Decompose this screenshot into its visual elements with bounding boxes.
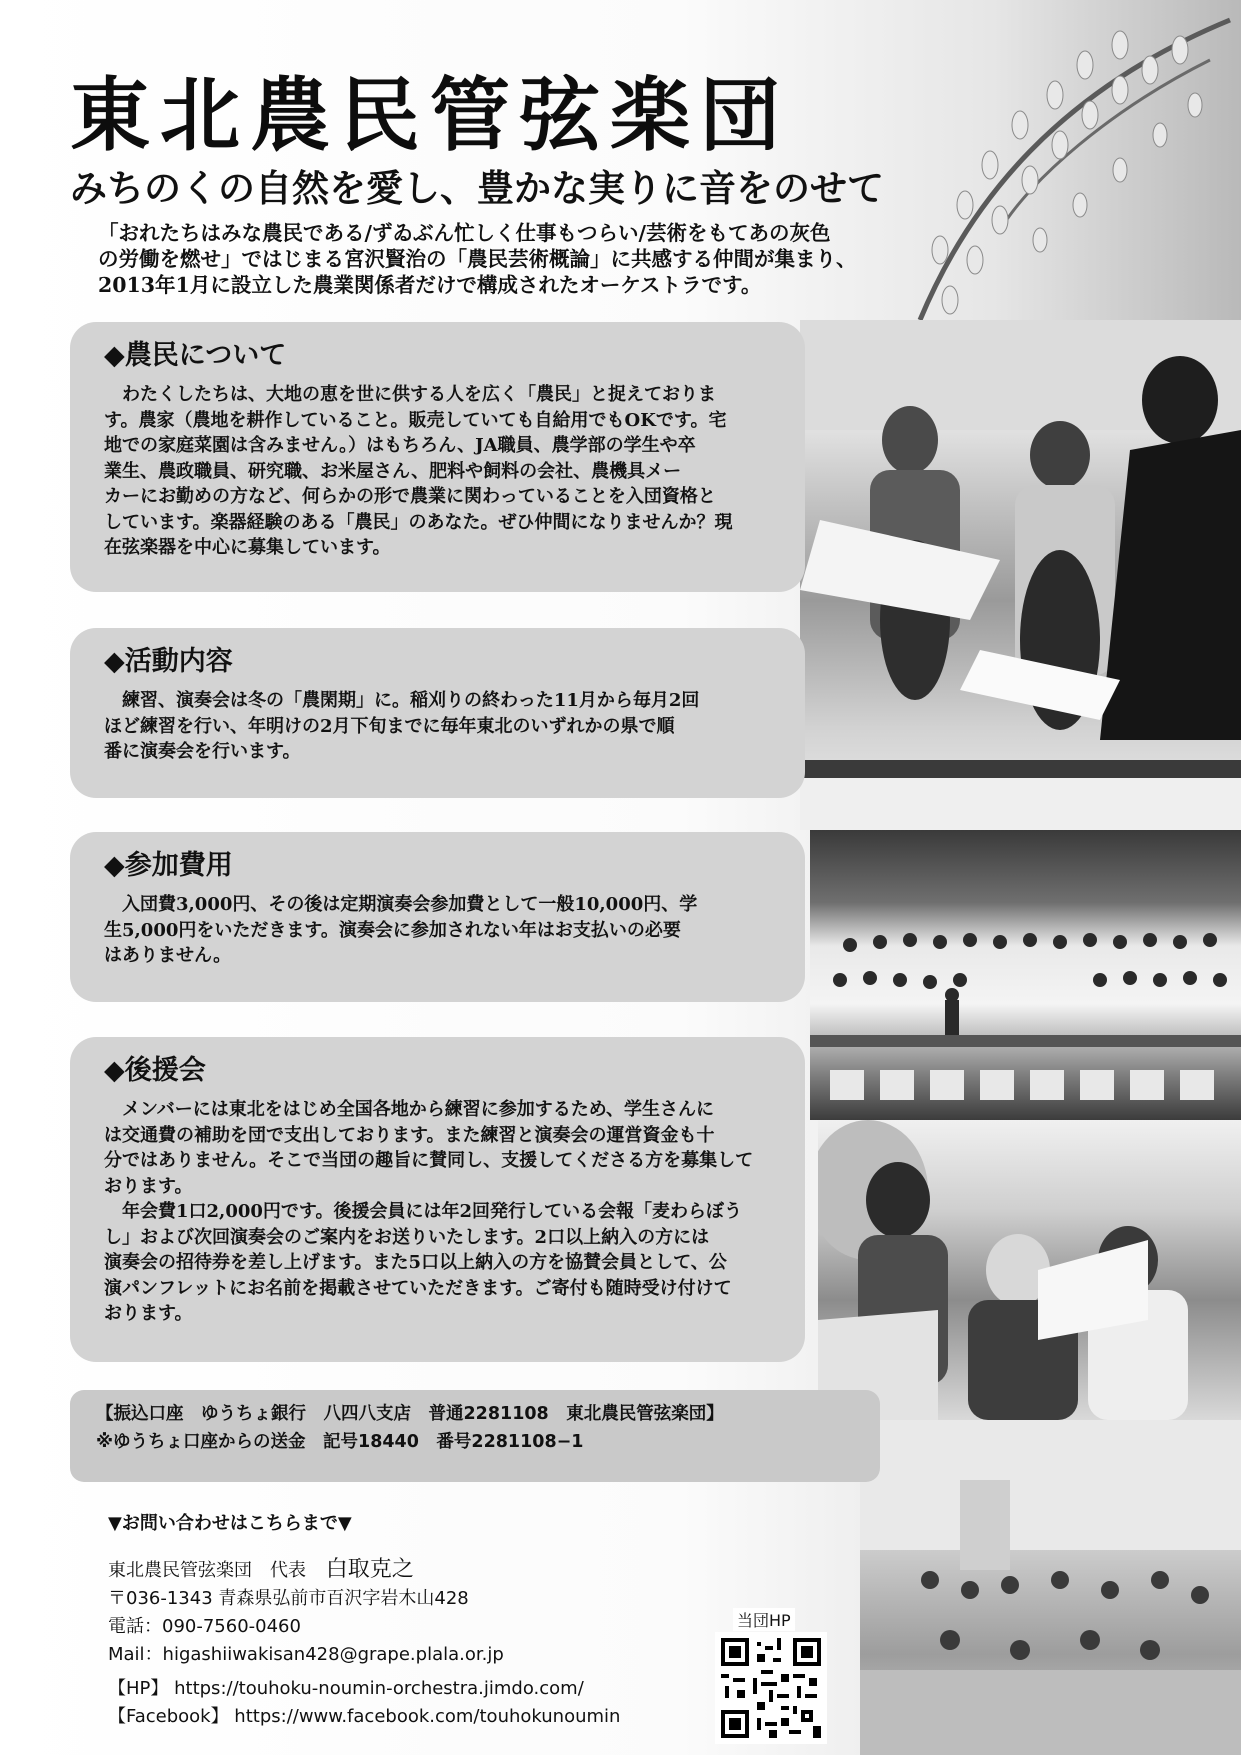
section-line: 業生、農政職員、研究職、お米屋さん、肥料や飼料の会社、農機具メー	[104, 460, 682, 482]
homepage-link[interactable]: 【HP】 https://touhoku-noumin-orchestra.jimdo.com/	[108, 1678, 584, 1699]
contact-phone: 電話：090-7560-0460	[108, 1616, 301, 1637]
section-line: おります。	[104, 1175, 193, 1197]
intro-line: 「おれたちはみな農民である/ずゐぶん忙しく仕事もつらい/芸術をもてあの灰色	[98, 221, 831, 245]
section-about-farmers	[70, 322, 805, 592]
section-line: は交通費の補助を団で支出しております。また練習と演奏会の運営資金も十	[104, 1124, 715, 1146]
page-title: 東北農民管弦楽団	[70, 68, 790, 162]
section-heading: ◆後援会	[104, 1055, 206, 1086]
section-fees	[70, 832, 805, 1002]
section-line: ほど練習を行い、年明けの2月下旬までに毎年東北のいずれかの県で順	[104, 715, 675, 737]
intro-text	[98, 220, 857, 298]
section-line: カーにお勤めの方など、何らかの形で農業に関わっていることを入団資格と	[104, 486, 716, 507]
intro-line: 2013年1月に設立した農業関係者だけで構成されたオーケストラです。	[98, 273, 762, 297]
intro-line: の労働を燃せ」ではじまる宮沢賢治の「農民芸術概論」に共感する仲間が集まり、	[98, 247, 857, 271]
web-links	[108, 1675, 620, 1731]
qr-code-icon	[721, 1638, 821, 1738]
photo-cello-rehearsal	[800, 320, 1241, 830]
page-subtitle: みちのくの自然を愛し、豊かな実りに音をのせて	[70, 166, 884, 210]
contact-rep-name: 白取克之	[325, 1557, 414, 1582]
section-line: 在弦楽器を中心に募集しています。	[104, 537, 391, 558]
qr-code[interactable]	[715, 1632, 827, 1744]
section-line: わたくしたちは、大地の恵を世に供する人を広く「農民」と捉えておりま	[104, 384, 716, 405]
contact-block	[108, 1510, 504, 1669]
section-line: おります。	[104, 1303, 193, 1324]
rice-stalk-illustration	[880, 0, 1241, 330]
section-line: 年会費1口2,000円です。後援会員には年2回発行している会報「麦わらぼう	[104, 1201, 742, 1222]
section-line: 生5,000円をいただきます。演奏会に参加されない年はお支払いの必要	[104, 919, 681, 941]
section-line: 地での家庭菜園は含みません。）はもちろん、JA職員、農学部の学生や卒	[104, 435, 696, 456]
section-heading: ◆参加費用	[104, 850, 233, 881]
section-supporters	[70, 1037, 805, 1362]
section-line: はありません。	[104, 945, 232, 966]
bank-transfer-line: ※ゆうちょ口座からの送金 記号18440 番号2281108−1	[96, 1432, 584, 1452]
contact-title: ▼お問い合わせはこちらまで▼	[108, 1513, 352, 1534]
section-line: メンバーには東北をはじめ全国各地から練習に参加するため、学生さんに	[104, 1099, 715, 1120]
section-activities	[70, 628, 805, 798]
section-line: す。農家（農地を耕作していること。販売していても自給用でもOKです。宅	[104, 409, 727, 431]
section-line: 番に演奏会を行います。	[104, 741, 301, 762]
section-heading: ◆農民について	[104, 340, 287, 371]
qr-label: 当団HP	[733, 1608, 795, 1631]
section-line: しています。楽器経験のある「農民」のあなた。ぜひ仲間になりませんか？現	[104, 511, 733, 533]
photo-hall-rehearsal	[860, 1420, 1241, 1755]
facebook-link[interactable]: 【Facebook】 https://www.facebook.com/touhokunoumin	[108, 1706, 621, 1727]
bank-account-line: 【振込口座 ゆうちょ銀行 八四八支店 普通2281108 東北農民管弦楽団】	[96, 1404, 724, 1424]
section-line: 分ではありません。そこで当団の趣旨に賛同し、支援してくださる方を募集して	[104, 1150, 754, 1171]
section-line: し」および次回演奏会のご案内をお送りいたします。2口以上納入の方には	[104, 1226, 710, 1248]
photo-orchestra-concert	[810, 830, 1241, 1120]
photo-violin-practice	[818, 1120, 1241, 1420]
bank-transfer-info	[70, 1390, 880, 1482]
section-line: 入団費3,000円、その後は定期演奏会参加費として一般10,000円、学	[104, 894, 698, 915]
contact-representative	[108, 1556, 504, 1585]
contact-mail[interactable]: Mail：higashiiwakisan428@grape.plala.or.jp	[108, 1644, 504, 1665]
section-line: 演奏会の招待券を差し上げます。また5口以上納入の方を協賛会員として、公	[104, 1252, 727, 1273]
section-heading: ◆活動内容	[104, 646, 233, 677]
section-line: 練習、演奏会は冬の「農閑期」に。稲刈りの終わった11月から毎月2回	[104, 690, 700, 711]
contact-address: 〒036-1343 青森県弘前市百沢字岩木山428	[108, 1588, 469, 1609]
contact-org: 東北農民管弦楽団 代表	[108, 1560, 306, 1581]
section-line: 演パンフレットにお名前を掲載させていただきます。ご寄付も随時受け付けて	[104, 1277, 732, 1299]
